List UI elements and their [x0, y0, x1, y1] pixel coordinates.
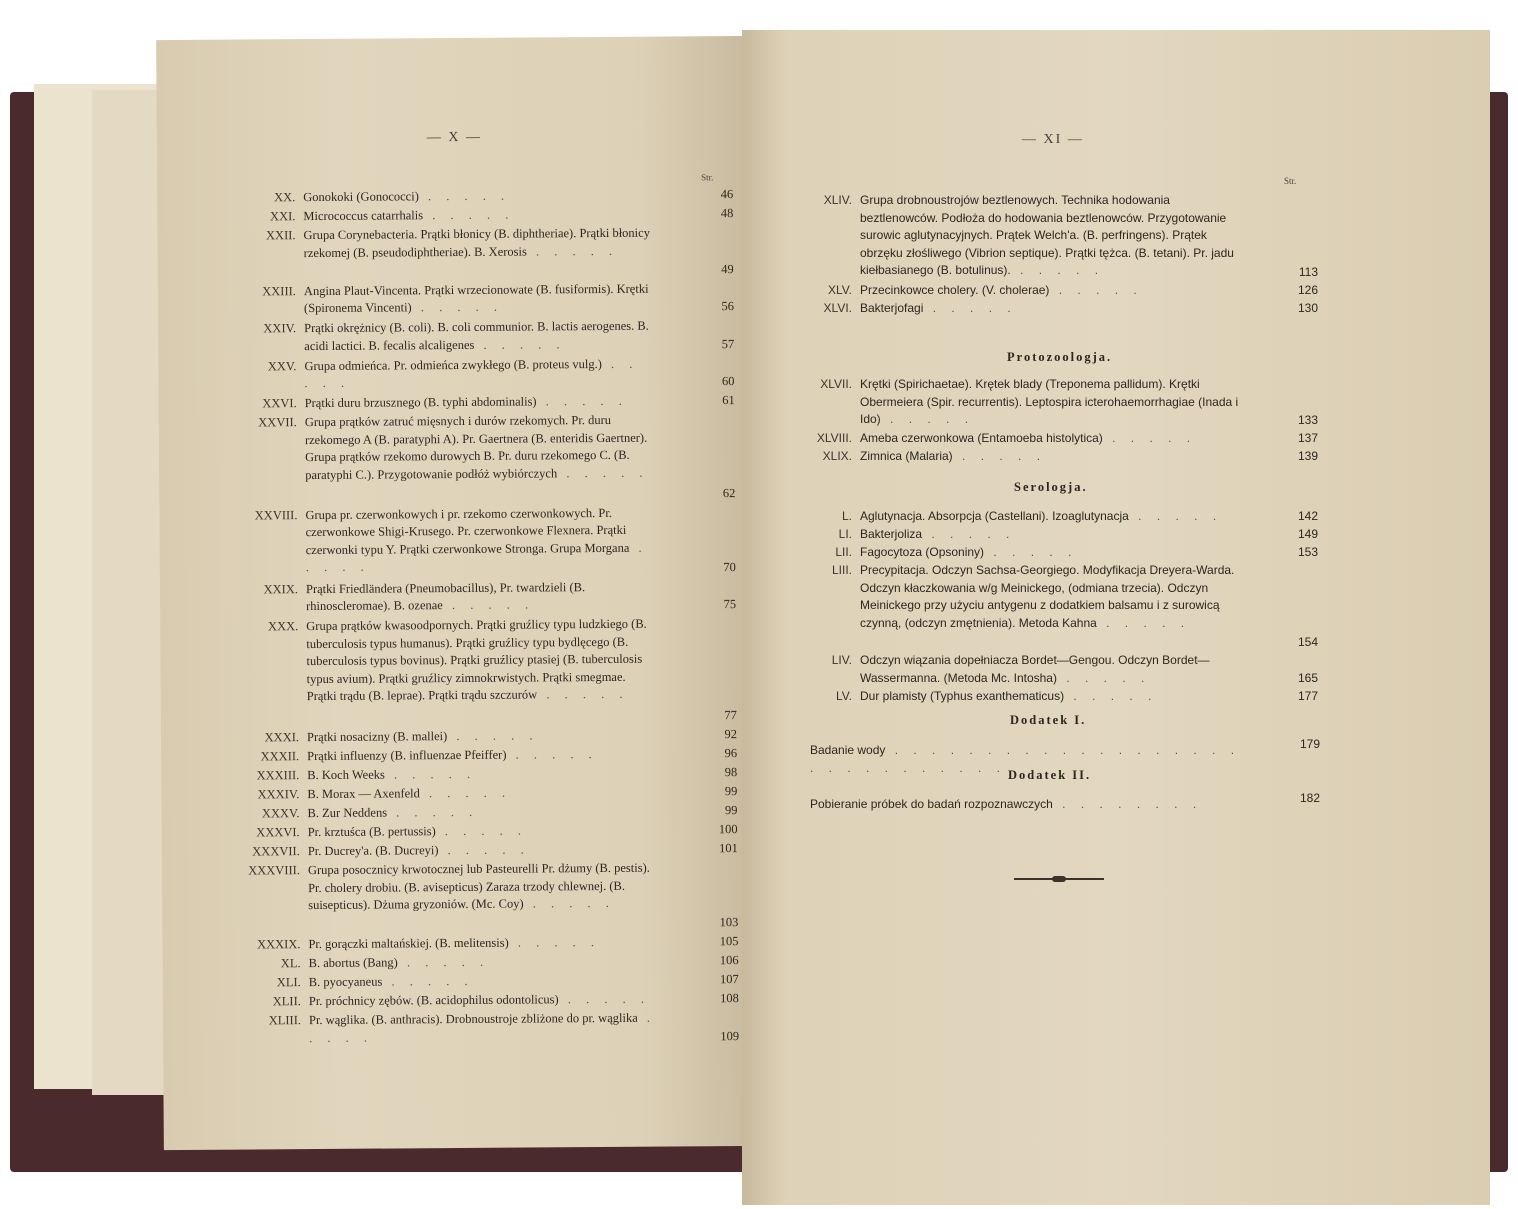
running-head: — X — — [426, 129, 482, 146]
toc-entry: L. Aglutynacja. Absorpcja (Castellani). Izoaglutynacja . . . . . 142 — [792, 508, 1332, 526]
entry-number: LV. — [835, 689, 852, 703]
entry-number: XXIX. — [263, 581, 299, 597]
toc-entry: LIII. Precypitacja. Odczyn Sachsa-Georgiego. Modyfikacja Dreyera-Warda. Odczyn kłaczkowania w/g Meinickego, (odmiana trzecia). Odczyn Meinickego przy użyciu antygenu z dodatkiem balsamu i z surowicą czynną, (odczyn zmętnienia). Metoda Kahna . . . . . 154 — [792, 562, 1332, 652]
section-heading-protozoologja: Protozoologja. — [1007, 350, 1113, 364]
entry-text: Krętki (Spirichaetae). Krętek blady (Treponema pallidum). Krętki Obermeiera (Spir. recurrentis). Leptospira icterohaemorrhagiae (Inada i Ido) — [860, 377, 1239, 426]
entry-text: Grupa Corynebacteria. Prątki błonicy (B. diphtheriae). Prątki błonicy rzekomej (B. pseudodiphtheriae). B. Xerosis — [303, 225, 650, 260]
entry-page: 139 — [1297, 449, 1318, 463]
entry-text: Dur plamisty (Typhus exanthematicus) — [860, 689, 1065, 703]
entry-number: XLII. — [272, 994, 301, 1009]
toc-entry: XXXVII. Pr. Ducrey'a. (B. Ducreyi) . . . . . 101 — [222, 840, 742, 862]
toc-entry: XXXII. Prątki influenzy (B. influenzae Pfeiffer) . . . . . 96 — [221, 745, 741, 767]
toc-entry: XXVIII. Grupa pr. czerwonkowych i pr. rzekomo czerwonkowych. Pr. czerwonkowe Shigi-Krusego. Pr. czerwonkowe Flexnera. Prątki czerwonki typu Y. Prątki czerwonkowe Stronga. Grupa Morgana . . . . . 70 — [219, 504, 740, 581]
section-heading-dodatek-2: Dodatek II. — [1008, 768, 1092, 782]
entry-number: XLIX. — [822, 449, 852, 463]
entry-number: XXXVII. — [252, 844, 300, 859]
toc-entry: XXXIX. Pr. gorączki maltańskiej. (B. melitensis) . . . . . 105 — [222, 933, 742, 955]
entry-number: XXXII. — [260, 749, 300, 764]
entry-page: 46 — [720, 187, 734, 202]
entry-number: LIII. — [831, 563, 852, 577]
entry-number: XXII. — [265, 228, 296, 243]
entry-text: Pr. próchnicy zębów. (B. acidophilus odontolicus) — [308, 992, 559, 1009]
entry-text: Pr. gorączki maltańskiej. (B. melitensis) — [308, 936, 509, 952]
entry-page: 48 — [720, 206, 734, 221]
entry-text: Bakterjoliza — [860, 527, 923, 541]
entry-number: XXXIV. — [257, 787, 300, 802]
toc-entry: XXV. Grupa odmieńca. Pr. odmieńca zwykłego (B. proteus vulg.) . . . . . 60 — [218, 355, 738, 395]
toc-entry: XLI. B. pyocyaneus . . . . . 107 — [223, 971, 743, 993]
entry-page: 100 — [718, 822, 738, 837]
entry-text: B. Morax — Axenfeld — [307, 786, 420, 802]
entry-page: 77 — [724, 708, 737, 723]
entry-number: XXVII. — [258, 415, 297, 430]
entry-page: 99 — [724, 784, 738, 799]
entry-number: XLV. — [827, 283, 852, 297]
entry-text: Grupa drobnoustrojów beztlenowych. Technika hodowania beztlenowców. Podłoża do hodowania beztlenowców. Przygotowanie surowic aglutynacyjnych. Prątek Welch'a. (B. perfringens). Prątek obrzęku złośliwego (Vibrion septique). Prątki tężca. (B. tetani). Pr. jadu kiełbasianego (B. botulinus). — [860, 193, 1234, 277]
entry-text: Prątki okrężnicy (B. coli). B. coli communior. B. lactis aerogenes. B. acidi lactici. B. fecalis alcaligenes — [304, 318, 649, 353]
entry-number: LII. — [835, 545, 852, 559]
entry-number: XXXIX. — [256, 937, 301, 952]
entry-number: XXVI. — [262, 396, 297, 411]
toc-entry: XXVI. Prątki duru brzusznego (B. typhi abdominalis) . . . . . 61 — [219, 392, 739, 414]
entry-number: XXXVI. — [256, 825, 300, 840]
entry-text: Prątki influenzy (B. influenzae Pfeiffer) — [307, 747, 507, 764]
entry-text: Pobieranie próbek do badań rozpoznawczych — [810, 797, 1053, 811]
entry-text: Zimnica (Malaria) — [860, 449, 953, 463]
entry-number: XXV. — [267, 358, 297, 373]
toc-entry: XLVIII. Ameba czerwonkowa (Entamoeba histolytica) . . . . . 137 — [792, 430, 1332, 448]
toc-entry: XXXIV. B. Morax — Axenfeld . . . . . 99 — [221, 783, 741, 805]
entry-page: 61 — [722, 393, 735, 408]
entry-number: XXX. — [267, 619, 299, 634]
entry-page: 126 — [1297, 283, 1318, 297]
entry-number: XLIII. — [268, 1013, 302, 1028]
toc-entry: XLVII. Krętki (Spirichaetae). Krętek blady (Treponema pallidum). Krętki Obermeiera (Spir. recurrentis). Leptospira icterohaemorrhagiae (Inada i Ido) . . . . . 133 — [792, 376, 1332, 430]
entry-text: Prątki nosacizny (B. mallei) — [306, 729, 448, 745]
entry-page: 70 — [723, 559, 736, 574]
entry-text: B. Koch Weeks — [307, 767, 385, 783]
toc-entry: XLIII. Pr. wąglika. (B. anthracis). Drobnoustroje zbliżone do pr. wąglika . . . . . 109 — [223, 1009, 743, 1049]
section-heading-serologja: Serologja. — [1014, 480, 1088, 494]
toc-entry: XL. B. abortus (Bang) . . . . . 106 — [223, 952, 743, 974]
entry-page: 142 — [1297, 509, 1318, 523]
entry-number: XXIII. — [262, 283, 296, 299]
entry-page: 92 — [724, 727, 738, 742]
entry-page: 49 — [721, 261, 734, 276]
entry-text: Grupa pr. czerwonkowych i pr. rzekomo czerwonkowych. Pr. czerwonkowe Shigi-Krusego. Pr. czerwonkowe Flexnera. Prątki czerwonki typu Y. Prątki czerwonkowe Stronga. Grupa Morgana — [305, 505, 630, 557]
toc-entry: XXXI. Prątki nosacizny (B. mallei) . . . . . 92 — [221, 726, 741, 748]
toc-entry: XLVI. Bakterjofagi . . . . . 130 — [792, 300, 1332, 318]
entry-number: XXIV. — [263, 321, 297, 336]
entry-page: 154 — [1297, 635, 1318, 649]
entry-number: LIV. — [831, 653, 852, 667]
entry-page: 106 — [719, 953, 739, 968]
entry-page: 101 — [718, 841, 738, 856]
entry-page: 105 — [719, 934, 739, 949]
entry-page: 99 — [724, 803, 738, 818]
entry-page: 75 — [723, 597, 737, 612]
entry-page: 149 — [1297, 527, 1318, 541]
entry-text: Badanie wody — [810, 743, 886, 757]
entry-page: 130 — [1297, 301, 1318, 315]
entry-text: Grupa odmieńca. Pr. odmieńca zwykłego (B. proteus vulg.) — [304, 356, 602, 373]
entry-text: B. pyocyaneus — [308, 974, 383, 990]
entry-page: 179 — [1299, 737, 1320, 751]
entry-text: Bakterjofagi — [860, 301, 924, 315]
entry-text: Micrococcus catarrhalis — [303, 208, 424, 224]
entry-text: Prątki duru brzusznego (B. typhi abdominalis) — [304, 394, 537, 411]
entry-page: 133 — [1297, 413, 1318, 427]
toc-entry: XLIX. Zimnica (Malaria) . . . . . 139 — [792, 448, 1332, 466]
toc-entry: XXIII. Angina Plaut-Vincenta. Prątki wrzecionowate (B. fusiformis). Krętki (Spironema Vincenti) . . . . . 56 — [218, 280, 738, 320]
entry-text: Precypitacja. Odczyn Sachsa-Georgiego. Modyfikacja Dreyera-Warda. Odczyn kłaczkowania w/g Meinickego, (odmiana trzecia). Odczyn Meinickego przy użyciu antygenu z dodatkiem balsamu i z surowicą czynną, (odczyn zmętnienia). Metoda Kahna — [860, 563, 1235, 630]
entry-page: 113 — [1298, 265, 1318, 279]
entry-page: 153 — [1297, 545, 1318, 559]
entry-page: 177 — [1297, 689, 1318, 703]
entry-number: XLIV. — [823, 193, 852, 207]
entry-page: 182 — [1299, 791, 1320, 805]
toc-entry: LII. Fagocytoza (Opsoniny) . . . . . 153 — [792, 544, 1332, 562]
toc-entry: LV. Dur plamisty (Typhus exanthematicus) . . . . . 177 — [792, 688, 1332, 706]
entry-number: XX. — [273, 190, 296, 205]
toc-entry: LI. Bakterjoliza . . . . . 149 — [792, 526, 1332, 544]
entry-number: LI. — [838, 527, 852, 541]
entry-number: XXXVIII. — [248, 863, 300, 878]
right-page — [742, 30, 1490, 1205]
toc-entry: XXXVI. Pr. krztuśca (B. pertussis) . . . . . 100 — [222, 821, 742, 843]
entry-number: XXVIII. — [254, 507, 298, 523]
toc-entry: XX. Gonokoki (Gonococci) . . . . . 46 — [217, 186, 737, 208]
toc-entry: XLII. Pr. próchnicy zębów. (B. acidophilus odontolicus) . . . . . 108 — [223, 990, 743, 1012]
entry-text: B. Zur Neddens — [307, 805, 388, 821]
ornamental-divider — [1014, 878, 1104, 880]
entry-number: XXXIII. — [256, 768, 300, 783]
entry-text: Grupa posocznicy krwotocznej lub Pasteurelli Pr. dżumy (B. pestis). Pr. cholery drobiu. (B. avisepticus) Zaraza trzody chlewnej. (B. suisepticus). Dżuma gryzoniów. (Mc. Coy) — [307, 860, 650, 913]
str-label: Str. — [1284, 176, 1297, 186]
entry-text: Ameba czerwonkowa (Entamoeba histolytica) — [860, 431, 1103, 445]
entry-number: XLVIII. — [816, 431, 852, 445]
entry-text: Pr. wąglika. (B. anthracis). Drobnoustroje zbliżone do pr. wąglika — [308, 1011, 638, 1028]
entry-text: Fagocytoza (Opsoniny) — [860, 545, 985, 559]
entry-number: XXI. — [269, 209, 296, 224]
toc-entry: XXXV. B. Zur Neddens . . . . . 99 — [221, 802, 741, 824]
toc-entry: XXXIII. B. Koch Weeks . . . . . 98 — [221, 764, 741, 786]
toc-entry: XXIX. Prątki Friedländera (Pneumobacillus), Pr. twardzieli (B. rhinoscleromae). B. ozenae . . . . . 75 — [220, 578, 740, 618]
entry-number: XXXV. — [261, 806, 300, 821]
toc-entry-dodatek-1: Badanie wody . . . . . . . . . . . . . . . . . . . . . . . . . . . . . . 179 — [810, 737, 1320, 775]
toc-entry: XXVII. Grupa prątków zatruć mięsnych i durów rzekomych. Pr. duru rzekomego A (B. paratyphi A). Pr. Gaertnera (B. enteridis Gaertner). Grupa prątków rzekomo durowych B. Pr. duru rzekomego C. (B. paratyphi C.). Przygotowanie podłóż wybiórczych . . . . . 62 — [219, 411, 740, 507]
entry-text: Odczyn wiązania dopełniacza Bordet—Gengou. Odczyn Bordet—Wassermanna. (Metoda Mc. Intosha) — [860, 653, 1210, 685]
entry-text: Angina Plaut-Vincenta. Prątki wrzecionowate (B. fusiformis). Krętki (Spironema Vincenti) — [303, 281, 649, 316]
entry-number: XLVI. — [823, 301, 852, 315]
entry-page: 60 — [721, 374, 735, 389]
entry-number: XLI. — [276, 975, 301, 990]
entry-text: Grupa prątków zatruć mięsnych i durów rzekomych. Pr. duru rzekomego A (B. paratyphi A). Pr. Gaertnera (B. enteridis Gaertner). Grupa prątków rzekomo durowych B. Pr. duru rzekomego C. (B. paratyphi C.). Przygotowanie podłóż wybiórczych — [304, 412, 648, 482]
entry-text: Prątki Friedländera (Pneumobacillus), Pr. twardzieli (B. rhinoscleromae). B. ozenae — [305, 579, 586, 614]
left-page — [156, 36, 764, 1150]
entry-page: 108 — [720, 991, 739, 1006]
entry-page: 109 — [720, 1028, 740, 1043]
toc-entry: XXII. Grupa Corynebacteria. Prątki błonicy (B. diphtheriae). Prątki błonicy rzekomej (B. pseudodiphtheriae). B. Xerosis . . . . . 49 — [217, 224, 737, 283]
toc-entry: LIV. Odczyn wiązania dopełniacza Bordet—Gengou. Odczyn Bordet—Wassermanna. (Metoda Mc. Intosha) . . . . . 165 — [792, 652, 1332, 688]
entry-page: 137 — [1297, 431, 1318, 445]
entry-number: XXXI. — [264, 730, 300, 745]
str-label: Str. — [701, 172, 714, 183]
entry-page: 98 — [724, 765, 738, 780]
entry-number: XL. — [280, 956, 301, 971]
toc-entry: XXXVIII. Grupa posocznicy krwotocznej lub Pasteurelli Pr. dżumy (B. pestis). Pr. cholery drobiu. (B. avisepticus) Zaraza trzody chlewnej. (B. suisepticus). Dżuma gryzoniów. (Mc. Coy) . . . . . 103 — [222, 859, 743, 936]
toc-entry: XXI. Micrococcus catarrhalis . . . . . 48 — [217, 205, 737, 227]
entry-page: 96 — [724, 746, 738, 761]
section-heading-dodatek-1: Dodatek I. — [1010, 713, 1087, 727]
entry-text: Gonokoki (Gonococci) — [303, 189, 419, 205]
toc-entry: XLV. Przecinkowce cholery. (V. cholerae) . . . . . 126 — [792, 282, 1332, 300]
toc-list — [156, 36, 756, 1045]
toc-entry: XLIV. Grupa drobnoustrojów beztlenowych. Technika hodowania beztlenowców. Podłoża do hodowania beztlenowców. Przygotowanie surowic aglutynacyjnych. Prątek Welch'a. (B. perfringens). Prątek obrzęku złośliwego (Vibrion septique). Prątki tężca. (B. tetani). Pr. jadu kiełbasianego (B. botulinus). . . . . . 113 — [792, 192, 1332, 282]
entry-text: Przecinkowce cholery. (V. cholerae) — [860, 283, 1050, 297]
entry-number: L. — [841, 509, 852, 523]
entry-page: 103 — [719, 915, 739, 930]
entry-page: 56 — [721, 299, 735, 314]
entry-page: 57 — [721, 336, 735, 351]
entry-page: 165 — [1297, 671, 1318, 685]
entry-text: Grupa prątków kwasoodpornych. Prątki gruźlicy typu ludzkiego (B. tuberculosis typus humanus). Prątki gruźlicy typu bydlęcego (B. tuberculosis typus bovinus). Prątki gruźlicy ptasiej (B. tuberculosis typus avium). Prątki gruźlicy zimnokrwistych. Prątki smegmae. Prątki trądu (B. leprae). Prątki trądu szczurów — [306, 616, 647, 704]
toc-entry: XXIV. Prątki okrężnicy (B. coli). B. coli communior. B. lactis aerogenes. B. acidi lactici. B. fecalis alcaligenes . . . . . 57 — [218, 317, 738, 357]
entry-page: 62 — [722, 485, 736, 500]
entry-text: Aglutynacja. Absorpcja (Castellani). Izoaglutynacja — [860, 509, 1129, 523]
running-head: — XI — — [1022, 132, 1084, 147]
entry-number: XLVII. — [820, 377, 852, 391]
entry-page: 107 — [719, 972, 739, 987]
toc-entry: XXX. Grupa prątków kwasoodpornych. Prątki gruźlicy typu ludzkiego (B. tuberculosis typus humanus). Prątki gruźlicy typu bydlęcego (B. tuberculosis typus bovinus). Prątki gruźlicy ptasiej (B. tuberculosis typus avium). Prątki gruźlicy zimnokrwistych. Prątki smegmae. Prątki trądu (B. leprae). Prątki trądu szczurów . . . . . 77 — [220, 615, 741, 729]
entry-text: Pr. krztuśca (B. pertussis) — [307, 824, 436, 840]
entry-text: B. abortus (Bang) — [308, 955, 398, 971]
entry-text: Pr. Ducrey'a. (B. Ducreyi) — [307, 843, 439, 859]
toc-entry-dodatek-2: Pobieranie próbek do badań rozpoznawczych . . . . . . . . 182 — [810, 791, 1320, 811]
